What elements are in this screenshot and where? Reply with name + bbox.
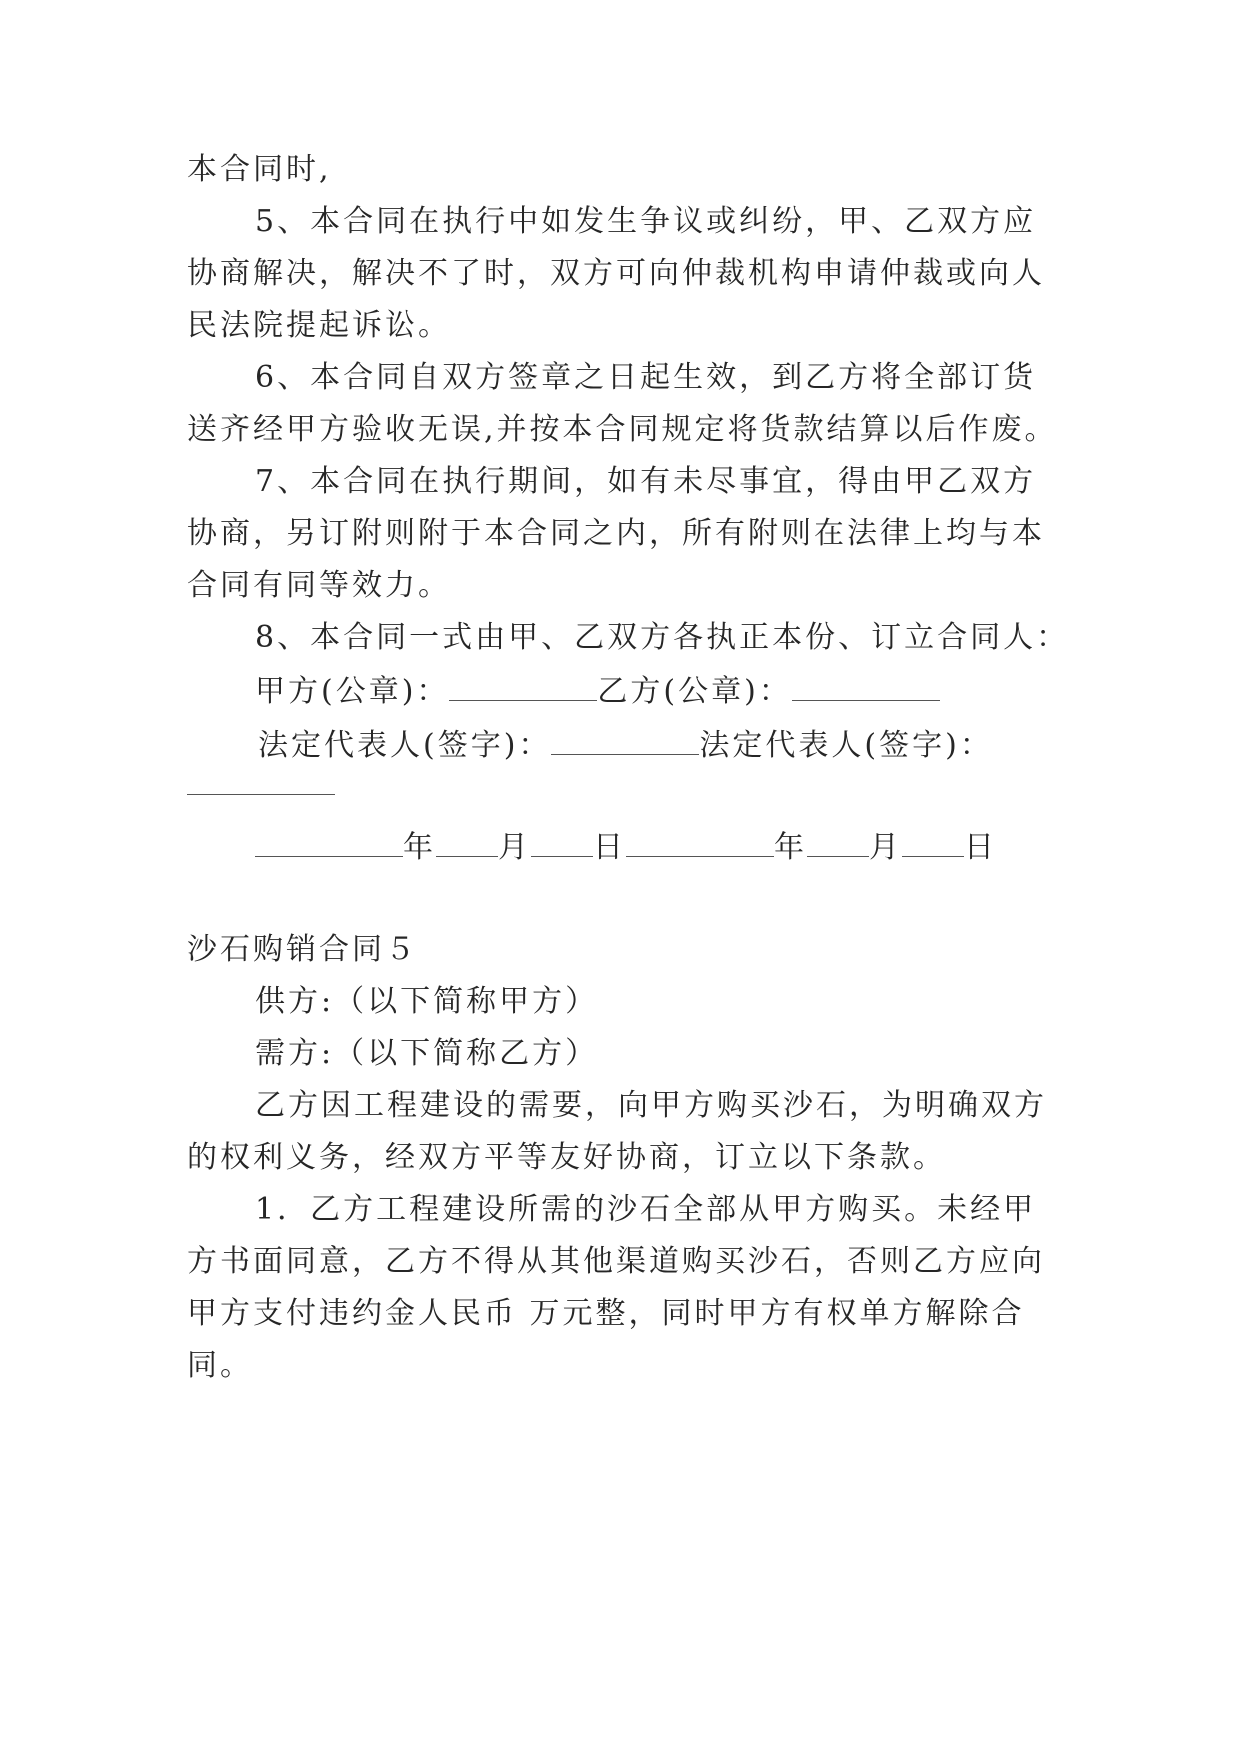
party-a-seal-blank (449, 670, 597, 701)
party-a-seal-label: 甲方(公章)： (255, 674, 450, 709)
year-a-blank (255, 826, 403, 857)
month-b-label: 月 (869, 830, 902, 865)
text-line: 民法院提起诉讼。 (187, 308, 451, 343)
text-line: 甲方支付违约金人民币 万元整，同时甲方有权单方解除合 (187, 1296, 1025, 1331)
text-line: 8、本合同一式由甲、乙双方各执正本份、订立合同人： (255, 620, 1070, 655)
text-line: 协商解决，解决不了时，双方可向仲裁机构申请仲裁或向人 (187, 256, 1045, 291)
text-line: 6、本合同自双方签章之日起生效，到乙方将全部订货 (255, 360, 1037, 395)
party-b-seal-blank (792, 670, 940, 701)
month-a-label: 月 (498, 830, 531, 865)
day-b-blank (902, 826, 964, 857)
party-b-seal-label: 乙方(公章)： (597, 674, 792, 709)
text-line: 方书面同意，乙方不得从其他渠道购买沙石，否则乙方应向 (187, 1244, 1045, 1279)
signature-line (258, 724, 993, 766)
text-line: 协商，另订附则附于本合同之内，所有附则在法律上均与本 (187, 516, 1045, 551)
year-b-label: 年 (774, 830, 807, 865)
legal-rep-b-blank (187, 764, 335, 795)
text-line: 1．乙方工程建设所需的沙石全部从甲方购买。未经甲 (255, 1192, 1037, 1227)
signature-blank-line (187, 764, 335, 806)
legal-rep-a-label: 法定代表人(签字)： (258, 728, 552, 763)
month-b-blank (807, 826, 869, 857)
text-line: 本合同时, (187, 152, 332, 187)
day-a-label: 日 (593, 830, 626, 865)
month-a-blank (436, 826, 498, 857)
legal-rep-b-label: 法定代表人(签字)： (699, 728, 993, 763)
text-line: 送齐经甲方验收无误,并按本合同规定将货款结算以后作废。 (187, 412, 1058, 447)
text-line: 同。 (187, 1348, 253, 1383)
text-line: 合同有同等效力。 (187, 568, 451, 603)
legal-rep-a-blank (551, 724, 699, 755)
supplier-line: 供方:（以下简称甲方） (255, 984, 599, 1019)
text-line: 5、本合同在执行中如发生争议或纠纷，甲、乙双方应 (255, 204, 1037, 239)
year-a-label: 年 (403, 830, 436, 865)
text-line: 的权利义务，经双方平等友好协商，订立以下条款。 (187, 1140, 946, 1175)
seal-line (255, 670, 940, 712)
day-b-label: 日 (964, 830, 997, 865)
year-b-blank (626, 826, 774, 857)
text-line: 7、本合同在执行期间，如有未尽事宜，得由甲乙双方 (255, 464, 1037, 499)
day-a-blank (531, 826, 593, 857)
text-line: 乙方因工程建设的需要，向甲方购买沙石，为明确双方 (255, 1088, 1047, 1123)
contract-title: 沙石购销合同５ (187, 932, 418, 967)
buyer-line: 需方:（以下简称乙方） (255, 1036, 599, 1071)
date-line (255, 826, 997, 868)
